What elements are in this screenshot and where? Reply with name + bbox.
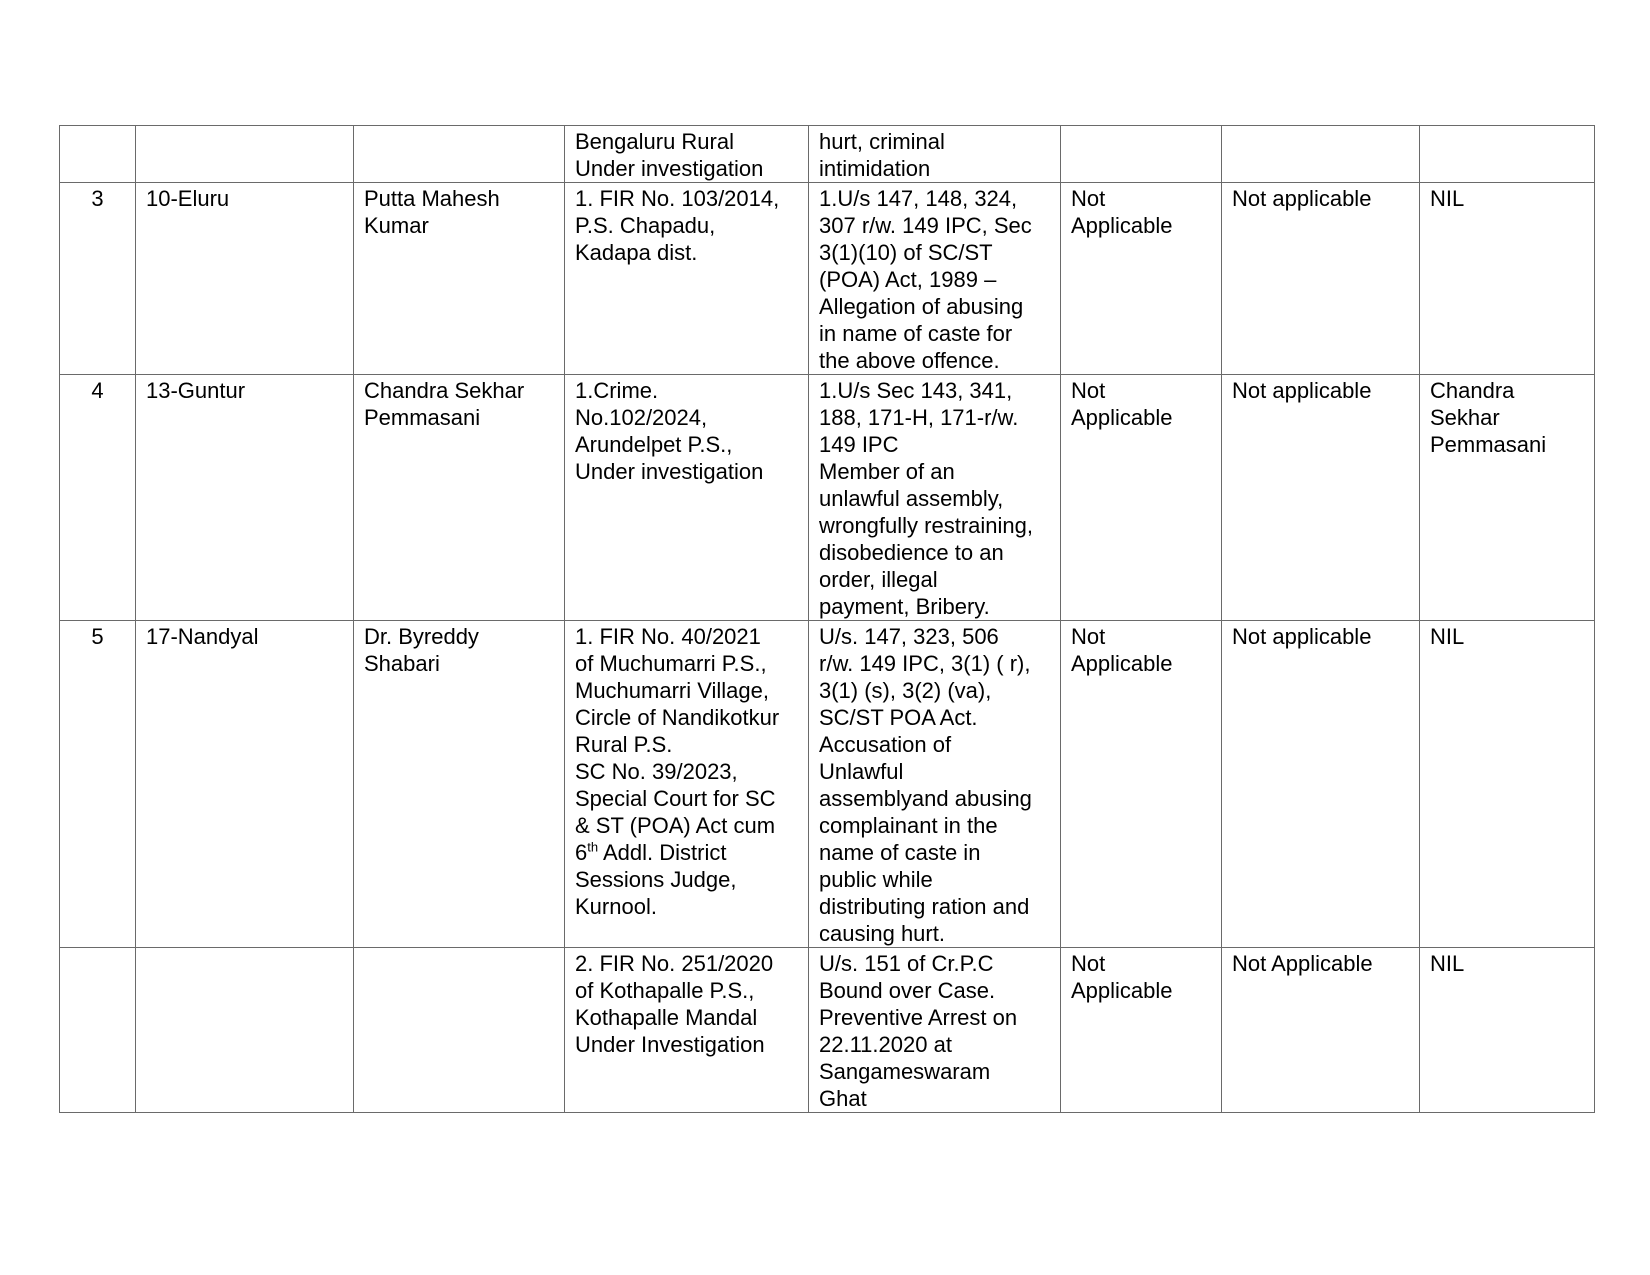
status-cell: Not Applicable: [1222, 948, 1420, 1113]
ordinal-rest: Addl. District: [598, 840, 727, 865]
case-line: & ST (POA) Act cum: [575, 813, 776, 838]
case-line: Kurnool.: [575, 894, 657, 919]
candidate-cell: [354, 621, 565, 948]
applicability-cell: [1061, 948, 1222, 1113]
case-line: Bengaluru Rural: [575, 129, 734, 154]
sections-line: intimidation: [819, 156, 931, 181]
sections-line: Allegation of abusing: [819, 294, 1024, 319]
sections-line: 188, 171-H, 171-r/w.: [819, 405, 1019, 430]
serial-cell: 4: [60, 375, 136, 621]
case-line: Kadapa dist.: [575, 240, 698, 265]
sections-line: (POA) Act, 1989 –: [819, 267, 997, 292]
candidate-line: Chandra Sekhar: [364, 378, 525, 403]
candidate-line: Dr. Byreddy: [364, 624, 479, 649]
status-cell: Not applicable: [1222, 183, 1420, 375]
sections-line: 3(1)(10) of SC/ST: [819, 240, 993, 265]
case-details-cell: [565, 183, 809, 375]
table-row: [60, 948, 1595, 1113]
constituency-cell: [136, 126, 354, 183]
serial-cell: [60, 948, 136, 1113]
case-line: Under Investigation: [575, 1032, 765, 1057]
case-line: of Kothapalle P.S.,: [575, 978, 755, 1003]
table-row: [60, 126, 1595, 183]
applicability-line: Not: [1071, 624, 1106, 649]
candidate-cell: [354, 375, 565, 621]
sections-line: 307 r/w. 149 IPC, Sec: [819, 213, 1032, 238]
sections-line: the above offence.: [819, 348, 1000, 373]
table-row: [60, 183, 1595, 375]
case-details-cell: [565, 126, 809, 183]
sections-line: name of caste in: [819, 840, 981, 865]
sections-cell: [809, 126, 1061, 183]
sections-line: Unlawful: [819, 759, 904, 784]
case-line: 2. FIR No. 251/2020: [575, 951, 774, 976]
candidate-line: Shabari: [364, 651, 440, 676]
applicability-line: Applicable: [1071, 213, 1173, 238]
remarks-cell: [1420, 948, 1595, 1113]
criminal-cases-table: [59, 125, 1595, 1113]
constituency-cell: 13-Guntur: [136, 375, 354, 621]
sections-line: payment, Bribery.: [819, 594, 990, 619]
sections-line: unlawful assembly,: [819, 486, 1004, 511]
sections-line: 22.11.2020 at: [819, 1032, 952, 1057]
serial-cell: 3: [60, 183, 136, 375]
status-cell: Not applicable: [1222, 621, 1420, 948]
candidate-line: Pemmasani: [364, 405, 481, 430]
case-line: SC No. 39/2023,: [575, 759, 738, 784]
sections-line: U/s. 151 of Cr.P.C: [819, 951, 994, 976]
sections-line: 3(1) (s), 3(2) (va),: [819, 678, 992, 703]
sections-cell: [809, 183, 1061, 375]
candidate-cell: [354, 126, 565, 183]
case-details-cell: [565, 948, 809, 1113]
serial-cell: 5: [60, 621, 136, 948]
sections-cell: [809, 948, 1061, 1113]
sections-line: Accusation of: [819, 732, 952, 757]
case-details-cell: [565, 375, 809, 621]
case-line: 1. FIR No. 103/2014,: [575, 186, 780, 211]
case-line: Rural P.S.: [575, 732, 673, 757]
candidate-line: Kumar: [364, 213, 429, 238]
remarks-line: NIL: [1430, 624, 1465, 649]
sections-line: 149 IPC: [819, 432, 899, 457]
case-line: Kothapalle Mandal: [575, 1005, 758, 1030]
sections-line: SC/ST POA Act.: [819, 705, 978, 730]
sections-line: Ghat: [819, 1086, 867, 1111]
case-line: Under investigation: [575, 156, 764, 181]
sections-line: causing hurt.: [819, 921, 945, 946]
remarks-line: NIL: [1430, 951, 1465, 976]
constituency-cell: 10-Eluru: [136, 183, 354, 375]
sections-line: distributing ration and: [819, 894, 1030, 919]
case-line-superscript: [575, 839, 798, 866]
sections-line: Sangameswaram: [819, 1059, 991, 1084]
remarks-line: Sekhar: [1430, 405, 1500, 430]
applicability-line: Not: [1071, 186, 1106, 211]
sections-line: disobedience to an: [819, 540, 1004, 565]
case-line: Circle of Nandikotkur: [575, 705, 780, 730]
remarks-cell: [1420, 183, 1595, 375]
status-cell: Not applicable: [1222, 375, 1420, 621]
case-line: Under investigation: [575, 459, 764, 484]
candidate-line: Putta Mahesh: [364, 186, 500, 211]
sections-line: public while: [819, 867, 933, 892]
applicability-cell: [1061, 621, 1222, 948]
case-line: 1.Crime.: [575, 378, 659, 403]
sections-line: in name of caste for: [819, 321, 1013, 346]
remarks-line: Chandra: [1430, 378, 1515, 403]
sections-line: hurt, criminal: [819, 129, 945, 154]
serial-cell: [60, 126, 136, 183]
case-details-cell: [565, 621, 809, 948]
sections-line: U/s. 147, 323, 506: [819, 624, 999, 649]
case-line: Special Court for SC: [575, 786, 776, 811]
sections-line: Member of an: [819, 459, 955, 484]
case-line: P.S. Chapadu,: [575, 213, 716, 238]
remarks-cell: [1420, 375, 1595, 621]
sections-cell: [809, 621, 1061, 948]
sections-line: 1.U/s Sec 143, 341,: [819, 378, 1013, 403]
applicability-line: Applicable: [1071, 405, 1173, 430]
candidate-cell: [354, 948, 565, 1113]
sections-line: complainant in the: [819, 813, 998, 838]
case-line: No.102/2024,: [575, 405, 708, 430]
sections-cell: [809, 375, 1061, 621]
remarks-cell: [1420, 126, 1595, 183]
remarks-cell: [1420, 621, 1595, 948]
remarks-line: Pemmasani: [1430, 432, 1547, 457]
candidate-cell: [354, 183, 565, 375]
sections-line: order, illegal: [819, 567, 938, 592]
applicability-line: Not: [1071, 378, 1106, 403]
applicability-line: Applicable: [1071, 978, 1173, 1003]
ordinal-number: 6: [575, 840, 588, 865]
remarks-line: NIL: [1430, 186, 1465, 211]
constituency-cell: 17-Nandyal: [136, 621, 354, 948]
case-line: Arundelpet P.S.,: [575, 432, 733, 457]
applicability-cell: [1061, 126, 1222, 183]
case-line: Sessions Judge,: [575, 867, 737, 892]
case-line: of Muchumarri P.S.,: [575, 651, 767, 676]
sections-line: wrongfully restraining,: [819, 513, 1033, 538]
applicability-cell: [1061, 375, 1222, 621]
case-line: 1. FIR No. 40/2021: [575, 624, 761, 649]
status-cell: [1222, 126, 1420, 183]
applicability-cell: [1061, 183, 1222, 375]
applicability-line: Not: [1071, 951, 1106, 976]
table-row: [60, 375, 1595, 621]
case-line: Muchumarri Village,: [575, 678, 770, 703]
sections-line: Preventive Arrest on: [819, 1005, 1018, 1030]
ordinal-suffix: th: [587, 839, 599, 855]
constituency-cell: [136, 948, 354, 1113]
sections-line: Bound over Case.: [819, 978, 996, 1003]
sections-line: r/w. 149 IPC, 3(1) ( r),: [819, 651, 1031, 676]
sections-line: assemblyand abusing: [819, 786, 1032, 811]
table-row: [60, 621, 1595, 948]
sections-line: 1.U/s 147, 148, 324,: [819, 186, 1018, 211]
applicability-line: Applicable: [1071, 651, 1173, 676]
